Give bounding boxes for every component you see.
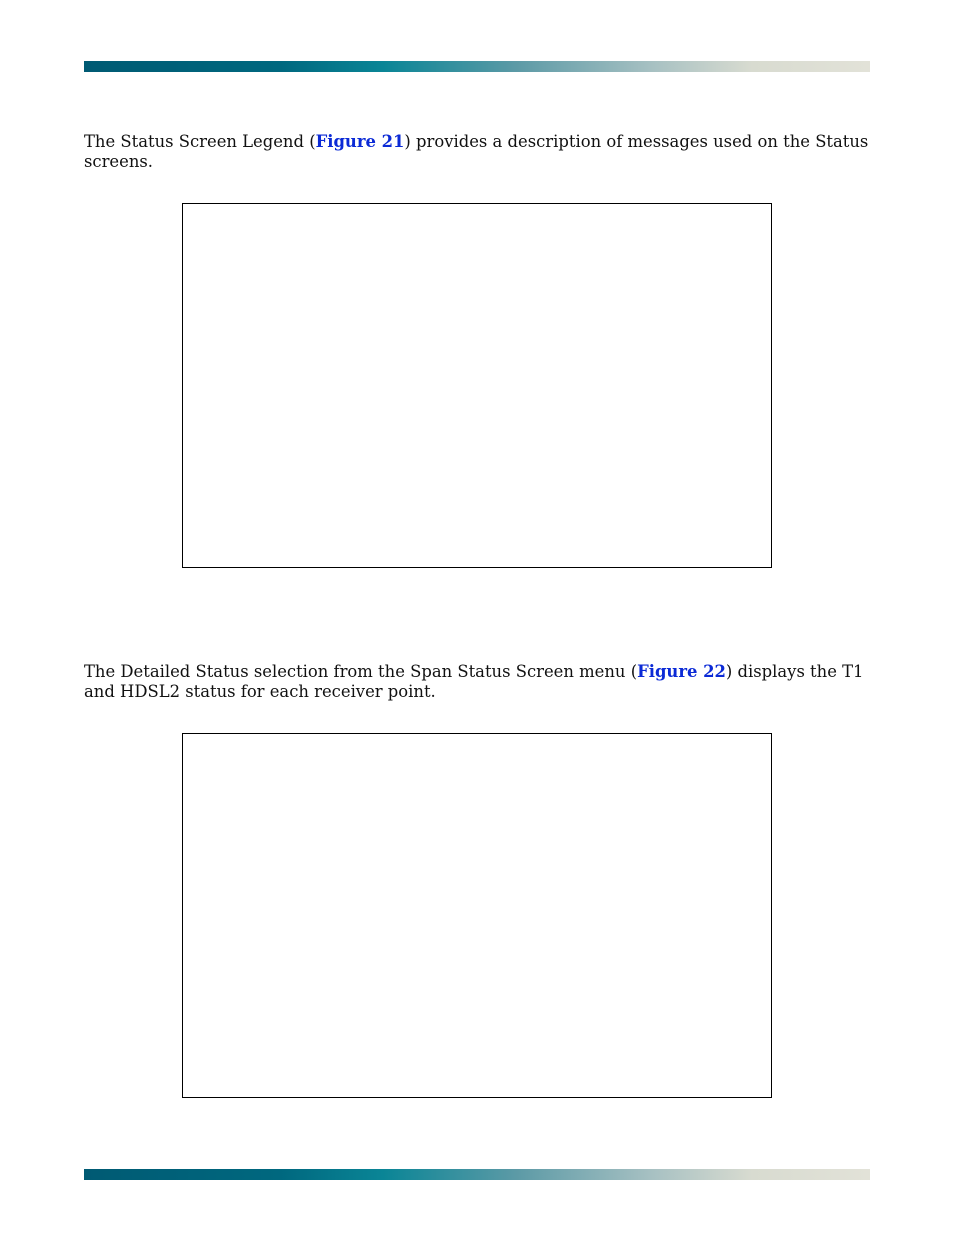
figure-21-frame	[182, 203, 772, 568]
header-gradient-rule	[84, 61, 870, 72]
figure-21-link[interactable]: Figure 21	[315, 132, 405, 151]
footer-gradient-rule	[84, 1169, 870, 1180]
detailed-status-paragraph	[84, 662, 870, 702]
paragraph-text: The Detailed Status selection from the Span Status Screen menu (	[84, 662, 638, 681]
paragraph-text: ) displays the T1 and HDSL2 status for each receiver point.	[84, 662, 864, 701]
figure-22-frame	[182, 733, 772, 1098]
paragraph-text: The Status Screen Legend (	[84, 132, 316, 151]
figure-22-link[interactable]: Figure 22	[637, 662, 726, 681]
paragraph-text: ) provides a description of messages used on the Status screens.	[84, 132, 869, 171]
status-legend-paragraph	[84, 132, 870, 172]
